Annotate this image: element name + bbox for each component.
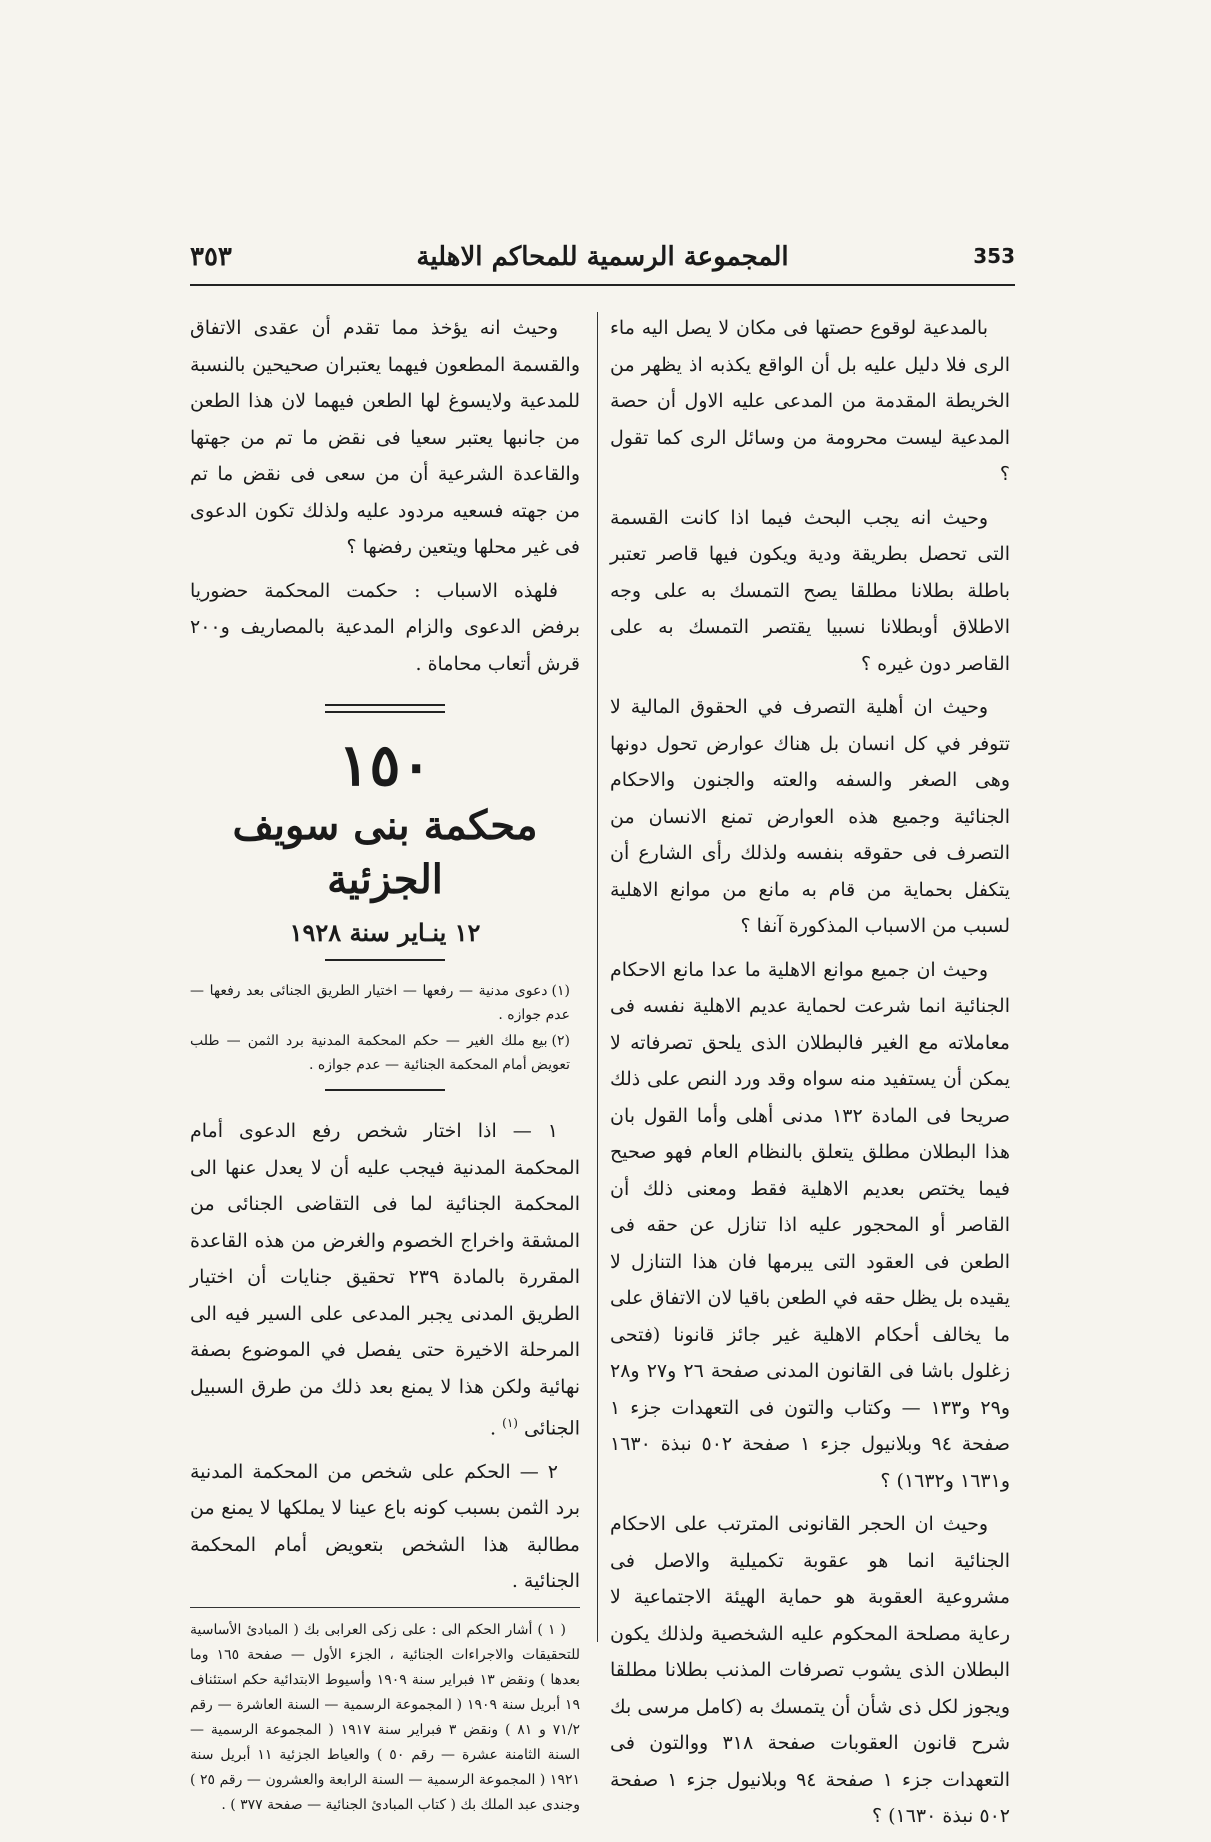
case-heading [190, 704, 580, 961]
case-number: ١٥٠ [338, 731, 432, 799]
holding-text: اذا اختار شخص رفع الدعوى أمام المحكمة المدنية فيجب عليه أن لا يعدل عنها الى المحكمة الجنائية لما فى التقاضى الجنائى من المشقة واخراج الخصوم والغرض من هذه القاعدة المقررة بالمادة ٢٣٩ تحقيق جنايات أن اختيار الطريق المدنى يجبر المدعى على السير فيه الى المرحلة الاخيرة حتى يفصل في الموضوع بصفة نهائية ولكن هذا لا يمنع بعد ذلك من طرق السبيل الجنائى [190, 1120, 580, 1440]
page-header [190, 240, 1015, 286]
paragraph: وحيث ان جميع موانع الاهلية ما عدا مانع الاحكام الجنائية انما شرعت لحماية عديم الاهلية نفسه فى معاملاته مع الغير فالبطلان الذى يلحق تصرفاته لا يمكن أن يستفيد منه سواه وقد ورد النص على ذلك صريحا فى المادة ١٣٢ مدنى أهلى وأما القول بان هذا البطلان مطلق يتعلق بالنظام العام فهو صحيح فيما يختص بعديم الاهلية فقط ومعنى ذلك أن القاصر أو المحجور عليه اذا تنازل عن حقه فى الطعن فى العقود التى يبرمها فان هذا التنازل لا يقيده بل يظل حقه في الطعن باقيا لان الاتفاق على ما يخالف أحكام الاهلية غير جائز قانونا (فتحى زغلول باشا فى القانون المدنى صفحة ٢٦ و٢٧ و٢٨ و٢٩ و١٣٣ — وكتاب والتون فى التعهدات جزء ١ صفحة ٩٤ وبلانيول جزء ١ صفحة ٥٠٢ نبذة ١٦٣٠ و١٦٣١ و١٦٣٢) ؟ [610, 958, 1011, 1492]
footnote-ref: (١) [502, 1416, 518, 1430]
paragraph: فلهذه الاسباب : حكمت المحكمة حضوريا برفض الدعوى والزام المدعية بالمصاريف و٢٠٠ قرش أتعاب محاماة . [190, 579, 580, 675]
column-divider [597, 312, 598, 1642]
page-number-latin: 353 [973, 244, 1015, 268]
holding-end: . [490, 1417, 503, 1440]
running-title: المجموعة الرسمية للمحاكم الاهلية [416, 242, 789, 272]
double-rule [325, 704, 445, 713]
court-name: محكمة بنى سويف الجزئية [232, 802, 538, 903]
footnote-text: ( ١ ) أشار الحكم الى : على زكى العرابى بك ( المبادئ الأساسية للتحقيقات والاجراءات الجنائية ، الجزء الأول — صفحة ١٦٥ وما بعدها ) ونقض ١٣ فبراير سنة ١٩٠٩ وأسيوط الابتدائية حكم استئناف ١٩ أبريل سنة ١٩٠٩ ( المجموعة الرسمية — السنة العاشرة — رقم ٧١/٢ و ٨١ ) ونقض ٣ فبراير سنة ١٩١٧ ( المجموعة الرسمية — السنة الثامنة عشرة — رقم ٥٠ ) والعياط الجزئية ١١ أبريل سنة ١٩٢١ ( المجموعة الرسمية — السنة الرابعة والعشرون — رقم ٢٥ ) وجندى عبد الملك بك ( كتاب المبادئ الجنائية — صفحة ٣٧٧ ) . [190, 1621, 580, 1813]
holding-index: ١ — [512, 1120, 559, 1142]
footnote [190, 1618, 580, 1818]
holding-index: ٢ — [519, 1460, 558, 1483]
left-column [190, 310, 580, 1818]
summary-item [190, 1029, 580, 1077]
holding-item [190, 1454, 580, 1600]
summary-text: دعوى مدنية — رفعها — اختيار الطريق الجنائى بعد رفعها — عدم جوازه . [190, 983, 570, 1023]
paragraph: وحيث ان أهلية التصرف في الحقوق المالية لا تتوفر في كل انسان بل هناك عوارض تحول دونها وهى الصغر والسفه والعته والجنون والاحكام الجنائية وجميع هذه العوارض تمنع الانسان من التصرف فى حقوقه بنفسه ولذلك رأى الشارع أن يتكفل بحماية من قام به مانع من موانع الاهلية لسبب من الاسباب المذكورة آنفا ؟ [610, 696, 1010, 937]
rule [325, 959, 445, 961]
rule [325, 1089, 445, 1091]
right-column [610, 310, 1010, 1842]
summary-item [190, 979, 580, 1027]
page-number-arabic: ٣٥٣ [190, 242, 232, 272]
summary-index: (٢) [551, 1033, 570, 1049]
summary-text: بيع ملك الغير — حكم المحكمة المدنية برد الثمن — طلب تعويض أمام المحكمة الجنائية — عدم جوازه . [190, 1033, 570, 1073]
paragraph: بالمدعية لوقوع حصتها فى مكان لا يصل اليه ماء الرى فلا دليل عليه بل أن الواقع يكذبه اذ يظهر من الخريطة المقدمة من المدعى عليه الاول أن حصة المدعية ليست محرومة من وسائل الرى كما تقول ؟ [610, 317, 1010, 485]
summary-index: (١) [551, 983, 570, 999]
case-holdings [190, 1113, 580, 1600]
case-date: ١٢ ينـاير سنة ١٩٢٨ [289, 918, 481, 947]
paragraph: وحيث انه يؤخذ مما تقدم أن عقدى الاتفاق والقسمة المطعون فيهما يعتبران صحيحين بالنسبة للمدعية ولايسوغ لها الطعن فيهما لان هذا الطعن من جانبها يعتبر سعيا فى نقض ما تم من جهتها والقاعدة الشرعية أن من سعى فى نقض ما تم من جهته فسعيه مردود عليه ولذلك تكون الدعوى فى غير محلها ويتعين رفضها ؟ [190, 317, 580, 558]
case-summary [190, 979, 580, 1077]
paragraph: وحيث ان الحجر القانونى المترتب على الاحكام الجنائية انما هو عقوبة تكميلية والاصل فى مشروعية العقوبة هو حماية الهيئة الاجتماعية لا رعاية مصلحة المحكوم عليه الشخصية ولذلك يكون البطلان الذى يشوب تصرفات المذنب بطلانا مطلقا ويجوز لكل ذى شأن أن يتمسك به (كامل مرسى بك شرح قانون العقوبات صفحة ٣١٨ ووالتون فى التعهدات جزء ١ صفحة ٩٤ وبلانيول جزء ١ صفحة ٥٠٢ نبذة ١٦٣٠) ؟ [610, 1513, 1010, 1827]
footnote-rule [190, 1607, 580, 1608]
paragraph: وحيث انه يجب البحث فيما اذا كانت القسمة التى تحصل بطريقة ودية ويكون فيها قاصر تعتبر باطلة بطلانا مطلقا يصح التمسك به على وجه الاطلاق أوبطلانا نسبيا يقتصر التمسك به على القاصر دون غيره ؟ [610, 506, 1010, 675]
holding-text: الحكم على شخص من المحكمة المدنية برد الثمن بسبب كونه باع عينا لا يملكها لا يمنع من مطالبة هذا الشخص بتعويض أمام المحكمة الجنائية . [190, 1460, 580, 1593]
holding-item [190, 1113, 580, 1447]
